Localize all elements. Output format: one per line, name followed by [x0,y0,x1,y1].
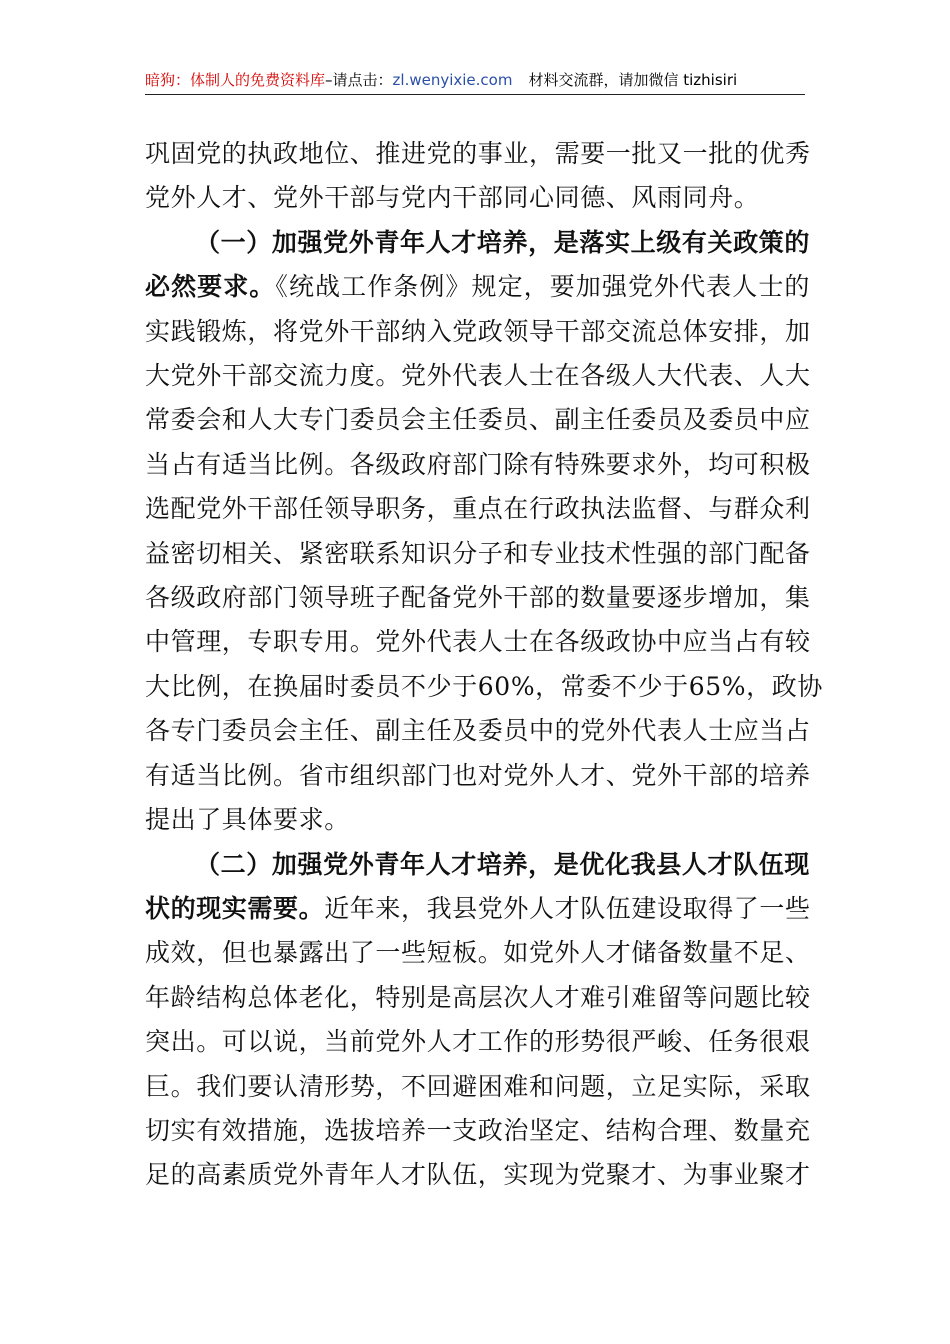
text-line: 提出了具体要求。 [145,805,350,835]
page-header [145,68,805,95]
text-line: 成效，但也暴露出了一些短板。如党外人才储备数量不足、 [145,938,811,968]
paragraph-3 [145,843,810,1198]
text-line: 年龄结构总体老化，特别是高层次人才难引难留等问题比较 [145,982,811,1012]
header-wechat-note: 材料交流群，请加微信 tizhisiri [528,71,738,89]
paragraph-2 [145,221,823,843]
section-heading-1: （一）加强党外青年人才培养，是落实上级有关政策的 [195,227,810,257]
text-line: 当占有适当比例。各级政府部门除有特殊要求外，均可积极 [145,449,811,479]
section-heading-2-cont: 状的现实需要。 [145,893,325,923]
text-line: 状的现实需要。近年来，我县党外人才队伍建设取得了一些 [145,893,811,923]
text-line [145,843,810,887]
text-line: 突出。可以说，当前党外人才工作的形势很严峻、任务很艰 [145,1027,811,1057]
header-link[interactable]: zl.wenyixie.com [392,71,513,89]
text-line: 必然要求。《统战工作条例》规定，要加强党外代表人士的 [145,272,810,302]
text-line: 党外人才、党外干部与党内干部同心同德、风雨同舟。 [145,183,760,213]
document-body [145,132,823,1198]
header-brand: 暗狗：体制人的免费资料库 [145,71,326,89]
text-line: 切实有效措施，选拔培养一支政治坚定、结构合理、数量充 [145,1115,811,1145]
text-line: 有适当比例。省市组织部门也对党外人才、党外干部的培养 [145,760,811,790]
section-heading-1-cont: 必然要求。 [145,272,276,302]
section-heading-2: （二）加强党外青年人才培养，是优化我县人才队伍现 [195,849,810,879]
text-line: 大比例，在换届时委员不少于60%，常委不少于65%，政协 [145,671,823,701]
text-line [145,221,810,265]
text-line: 各级政府部门领导班子配备党外干部的数量要逐步增加，集 [145,583,811,613]
text-line: 实践锻炼，将党外干部纳入党政领导干部交流总体安排，加 [145,316,811,346]
text-line: 各专门委员会主任、副主任及委员中的党外代表人士应当占 [145,716,811,746]
text-line: 益密切相关、紧密联系知识分子和专业技术性强的部门配备 [145,538,811,568]
text-line: 常委会和人大专门委员会主任委员、副主任委员及委员中应 [145,405,811,435]
header-click-prompt: –请点击： [325,71,393,89]
text-line: 巩固党的执政地位、推进党的事业，需要一批又一批的优秀 [145,139,811,168]
text-line: 足的高素质党外青年人才队伍，实现为党聚才、为事业聚才 [145,1160,811,1190]
text-line: 选配党外干部任领导职务，重点在行政执法监督、与群众利 [145,494,811,524]
text-line: 巨。我们要认清形势，不回避困难和问题，立足实际，采取 [145,1071,811,1101]
paragraph-1 [145,132,810,221]
text-line: 中管理，专职专用。党外代表人士在各级政协中应当占有较 [145,627,811,657]
text-line: 大党外干部交流力度。党外代表人士在各级人大代表、人大 [145,361,811,391]
